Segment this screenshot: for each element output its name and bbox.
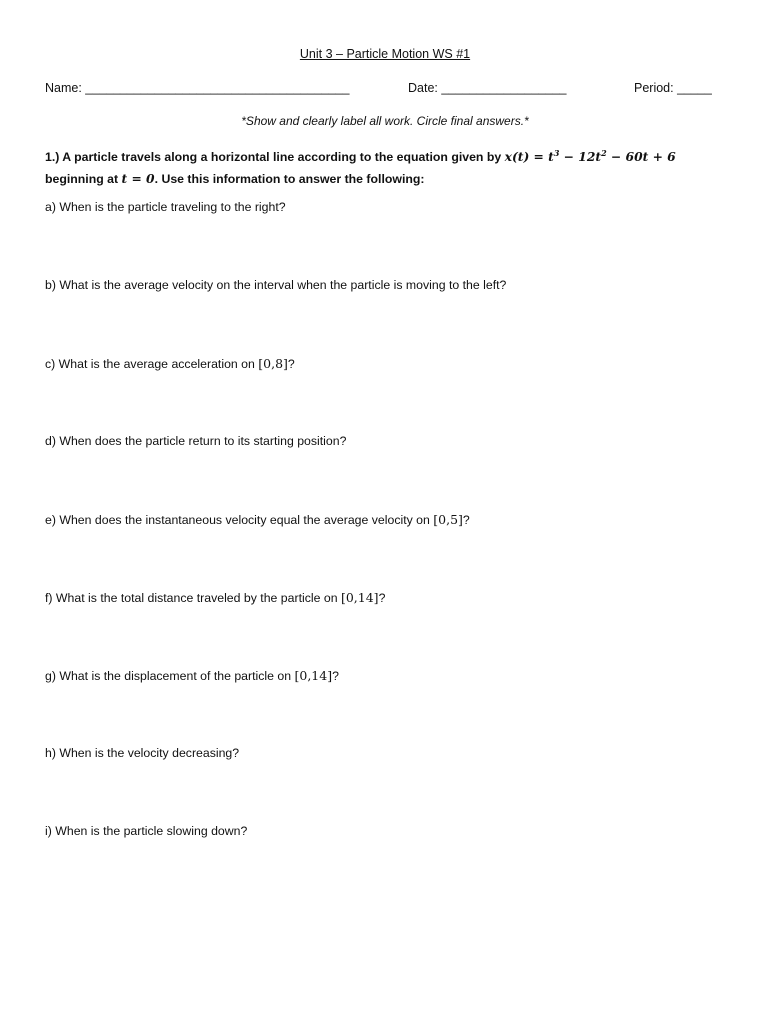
question-f-text: f) What is the total distance traveled by the particle on (45, 591, 341, 605)
question-e (45, 512, 470, 527)
question-e-text: e) When does the instantaneous velocity equal the average velocity on (45, 513, 434, 527)
position-equation (505, 149, 676, 164)
question-c-text: c) What is the average acceleration on (45, 357, 259, 371)
question-e-interval: [0,5] (433, 512, 463, 527)
equation-lhs: x(t) = t (504, 149, 554, 164)
problem-intro-mid: beginning at (45, 172, 122, 186)
question-i: i) When is the particle slowing down? (45, 824, 248, 838)
question-g-text: g) What is the displacement of the particle on (45, 669, 295, 683)
problem-statement (45, 146, 735, 190)
equation-end: − 60t + 6 (606, 149, 676, 164)
period-field: Period: _____ (634, 81, 712, 95)
question-c (45, 356, 295, 371)
equation-mid: − 12t (559, 149, 602, 164)
question-g-interval: [0,14] (294, 668, 333, 683)
question-e-end: ? (462, 513, 470, 527)
question-g-end: ? (332, 669, 339, 683)
question-f (45, 590, 385, 605)
question-c-interval: [0,8] (258, 356, 288, 371)
equation-exponent-3: 3 (553, 147, 560, 158)
question-g (45, 668, 339, 683)
instructions: *Show and clearly label all work. Circle final answers.* (241, 114, 529, 128)
problem-intro-start: 1.) A particle travels along a horizontal line according to the equation given by (45, 150, 505, 164)
question-a: a) When is the particle traveling to the right? (45, 200, 286, 214)
question-c-end: ? (287, 357, 295, 371)
question-h: h) When is the velocity decreasing? (45, 746, 240, 760)
question-d: d) When does the particle return to its starting position? (45, 434, 347, 448)
worksheet-title: Unit 3 – Particle Motion WS #1 (299, 47, 471, 61)
question-f-interval: [0,14] (340, 590, 379, 605)
name-field: Name: ______________________________________ (45, 81, 350, 95)
equation-exponent-2: 2 (601, 147, 607, 158)
question-b: b) What is the average velocity on the interval when the particle is moving to the left? (45, 278, 507, 292)
date-field: Date: __________________ (408, 81, 567, 95)
question-f-end: ? (378, 591, 386, 605)
start-condition: t = 0 (121, 171, 155, 186)
problem-intro-end: . Use this information to answer the following: (154, 172, 425, 186)
